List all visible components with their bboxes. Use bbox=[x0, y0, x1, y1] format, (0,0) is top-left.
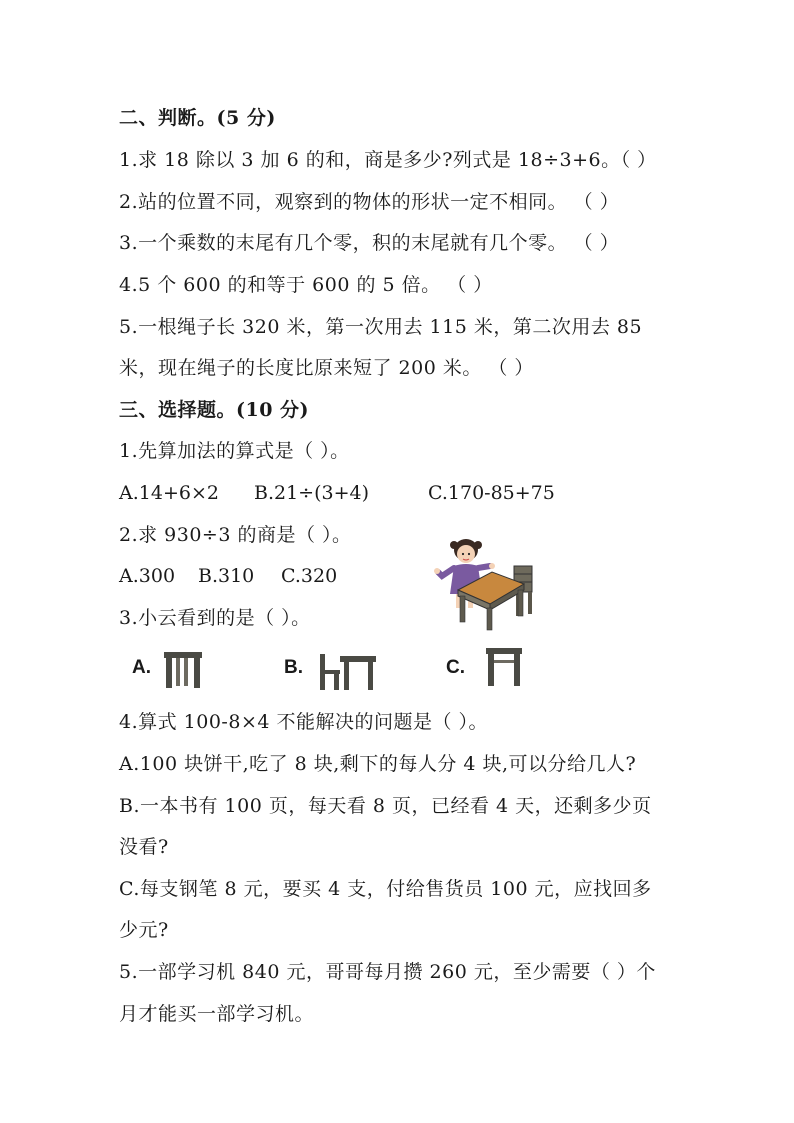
q3-option-a-label: A. bbox=[132, 657, 151, 678]
choice-question-4: 4.算式 100-8×4 不能解决的问题是（ ）。 bbox=[119, 711, 489, 733]
choice-question-5-line-1: 5.一部学习机 840 元，哥哥每月攒 260 元，至少需要（ ）个 bbox=[119, 961, 656, 983]
choice-question-5-line-2: 月才能买一部学习机。 bbox=[119, 1003, 315, 1025]
judgement-item-4: 4.5 个 600 的和等于 600 的 5 倍。 （ ） bbox=[119, 274, 493, 296]
q4-option-a: A.100 块饼干,吃了 8 块,剩下的每人分 4 块,可以分给几人? bbox=[119, 753, 637, 775]
q3-option-b-image bbox=[318, 652, 378, 692]
q2-option-b: B.310 bbox=[198, 565, 255, 587]
q3-option-b-label: B. bbox=[284, 657, 303, 678]
section-heading-judgement: 二、判断。(5 分) bbox=[119, 107, 276, 129]
choice-question-2: 2.求 930÷3 的商是（ ）。 bbox=[119, 524, 352, 546]
judgement-item-5-line-1: 5.一根绳子长 320 米，第一次用去 115 米，第二次用去 85 bbox=[119, 316, 643, 338]
q3-option-c-label: C. bbox=[446, 657, 465, 678]
girl-at-table-illustration bbox=[432, 536, 536, 632]
q4-option-c-line-2: 少元? bbox=[119, 919, 169, 941]
q4-option-c-line-1: C.每支钢笔 8 元，要买 4 支，付给售货员 100 元，应找回多 bbox=[119, 878, 652, 900]
judgement-item-3: 3.一个乘数的末尾有几个零，积的末尾就有几个零。 （ ） bbox=[119, 232, 620, 254]
q4-option-b-line-2: 没看? bbox=[119, 836, 169, 858]
q1-option-a: A.14+6×2 bbox=[119, 482, 219, 504]
q1-option-b: B.21÷(3+4) bbox=[254, 482, 370, 504]
q2-option-a: A.300 bbox=[119, 565, 176, 587]
q2-option-c: C.320 bbox=[281, 565, 338, 587]
q1-option-c: C.170-85+75 bbox=[428, 482, 555, 504]
q4-option-b-line-1: B.一本书有 100 页，每天看 8 页，已经看 4 天，还剩多少页 bbox=[119, 795, 652, 817]
choice-question-3: 3.小云看到的是（ ）。 bbox=[119, 607, 311, 629]
q3-option-c-image bbox=[484, 646, 524, 688]
section-heading-choice: 三、选择题。(10 分) bbox=[119, 399, 310, 421]
q3-option-a-image bbox=[162, 650, 204, 690]
judgement-item-2: 2.站的位置不同，观察到的物体的形状一定不相同。 （ ） bbox=[119, 191, 620, 213]
judgement-item-5-line-2: 米，现在绳子的长度比原来短了 200 米。 （ ） bbox=[119, 357, 534, 379]
judgement-item-1: 1.求 18 除以 3 加 6 的和，商是多少?列式是 18÷3+6。（ ） bbox=[119, 149, 657, 171]
choice-question-1: 1.先算加法的算式是（ ）。 bbox=[119, 440, 350, 462]
